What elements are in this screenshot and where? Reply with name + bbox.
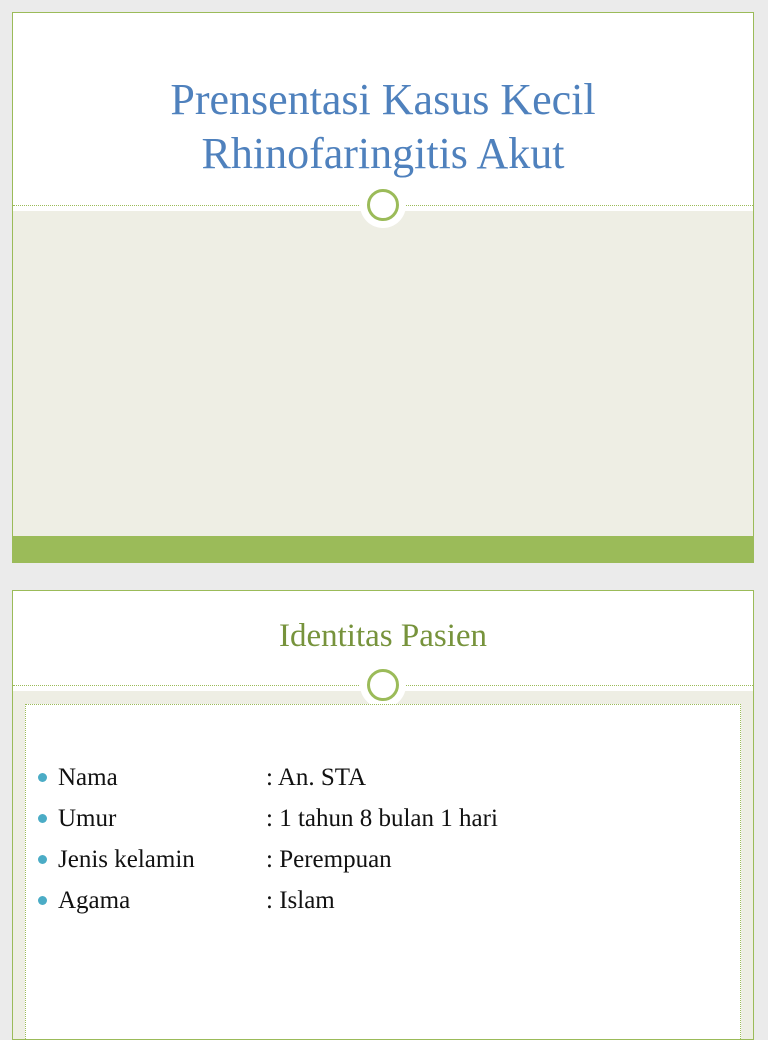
item-value: : An. STA bbox=[266, 764, 367, 791]
footer-bar bbox=[13, 536, 753, 563]
body-band bbox=[13, 211, 753, 536]
bullet-icon bbox=[38, 896, 47, 905]
list-item bbox=[36, 880, 498, 921]
item-label: Umur bbox=[58, 805, 117, 832]
item-value: : Perempuan bbox=[266, 846, 392, 873]
title-line-1: Prensentasi Kasus Kecil bbox=[170, 75, 596, 124]
item-value: : Islam bbox=[266, 887, 335, 914]
bullet-icon bbox=[38, 855, 47, 864]
list-item bbox=[36, 757, 498, 798]
content-box bbox=[25, 704, 741, 1040]
item-label: Nama bbox=[58, 764, 118, 791]
title-line-2: Rhinofaringitis Akut bbox=[201, 129, 565, 178]
circle-ornament-icon bbox=[360, 662, 406, 708]
list-item bbox=[36, 798, 498, 839]
slide-heading: Identitas Pasien bbox=[278, 618, 488, 654]
item-value: : 1 tahun 8 bulan 1 hari bbox=[266, 805, 498, 832]
bullet-icon bbox=[38, 773, 47, 782]
slide-identitas bbox=[12, 590, 754, 1040]
item-label: Jenis kelamin bbox=[58, 846, 195, 873]
bullet-icon bbox=[38, 814, 47, 823]
circle-ornament-icon bbox=[360, 182, 406, 228]
slide-title-text bbox=[13, 73, 753, 181]
list-item bbox=[36, 839, 498, 880]
identity-list bbox=[36, 757, 498, 921]
item-label: Agama bbox=[58, 887, 131, 914]
title-area bbox=[13, 13, 753, 205]
slide-title bbox=[12, 12, 754, 563]
